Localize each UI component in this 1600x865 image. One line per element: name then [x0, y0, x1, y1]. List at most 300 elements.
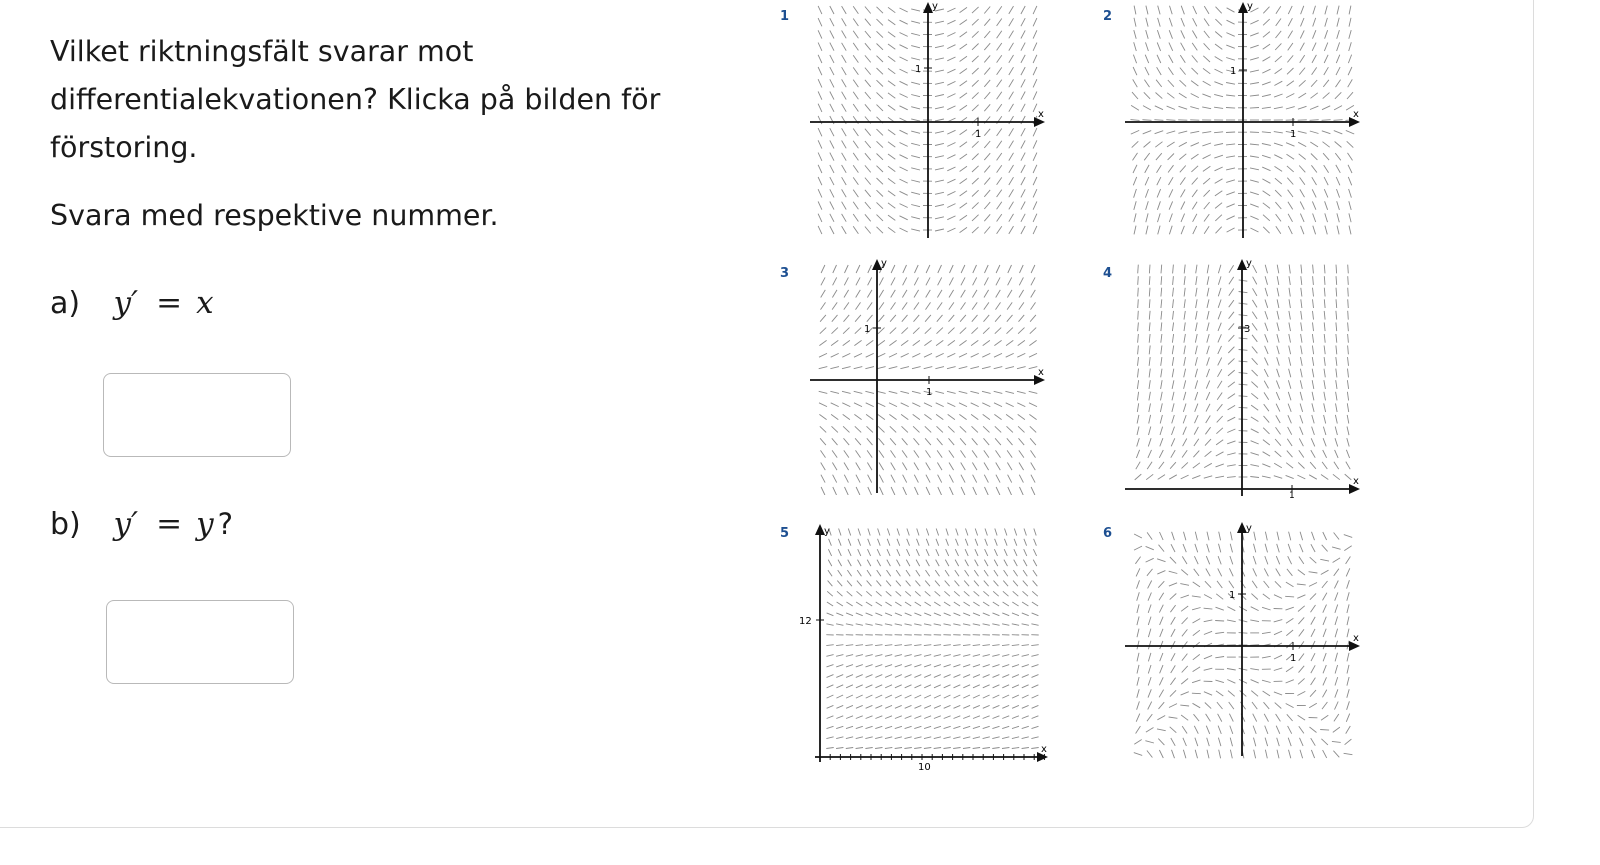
slope-mark: [1005, 367, 1014, 369]
slope-mark: [1286, 143, 1294, 147]
slope-mark: [842, 128, 847, 136]
slope-mark: [865, 748, 872, 749]
slope-mark: [1012, 737, 1019, 739]
slope-mark: [1002, 748, 1009, 749]
slope-mark: [1347, 403, 1348, 412]
slope-mark: [1218, 714, 1222, 722]
slope-mark: [970, 367, 979, 369]
figure-2-number: 2: [1103, 9, 1113, 24]
slope-mark: [830, 214, 834, 222]
slope-mark: [935, 21, 944, 23]
slope-mark: [914, 716, 921, 719]
slope-mark: [992, 645, 999, 646]
slope-mark: [947, 191, 955, 195]
slope-mark: [891, 290, 896, 298]
slope-mark: [865, 655, 872, 657]
instruction-text: Svara med respektive nummer.: [50, 199, 499, 232]
slope-mark: [1215, 680, 1224, 683]
slope-mark: [1239, 338, 1248, 339]
slope-mark: [984, 560, 988, 567]
slope-mark: [1193, 18, 1197, 26]
slope-mark: [1021, 128, 1025, 136]
slope-mark: [865, 68, 871, 75]
slope-mark: [1253, 277, 1257, 285]
slope-mark: [1136, 714, 1140, 722]
slope-mark: [1229, 714, 1233, 722]
slope-mark: [1133, 177, 1136, 185]
slope-mark: [1024, 529, 1026, 536]
slope-mark: [901, 353, 909, 357]
slope-mark: [828, 570, 832, 576]
slope-mark: [1288, 556, 1292, 564]
slope-mark: [1297, 595, 1305, 599]
slope-mark: [895, 645, 902, 646]
slope-mark: [915, 265, 919, 273]
slope-mark: [935, 591, 941, 596]
slope-mark: [1347, 617, 1349, 626]
slope-mark: [1033, 189, 1037, 197]
slope-mark: [868, 549, 871, 556]
slope-mark: [911, 168, 920, 170]
slope-mark: [1301, 334, 1302, 343]
slope-mark: [846, 624, 853, 626]
slope-mark: [1182, 556, 1187, 564]
slope-mark: [1029, 391, 1038, 393]
slope-mark: [1030, 315, 1036, 322]
slope-mark: [993, 602, 999, 606]
slope-mark: [865, 104, 871, 111]
slope-mark: [1286, 582, 1294, 587]
slope-mark: [865, 141, 871, 148]
figure-4[interactable]: [1120, 255, 1365, 500]
slope-mark: [1312, 380, 1314, 389]
slope-mark: [1265, 726, 1268, 734]
slope-mark: [1194, 569, 1199, 576]
slope-mark: [1183, 544, 1186, 552]
slope-mark: [1136, 450, 1139, 458]
slope-mark: [1021, 79, 1025, 87]
slope-mark: [1252, 323, 1257, 330]
slope-mark: [1002, 624, 1009, 626]
slope-mark: [818, 18, 822, 26]
slope-mark: [1312, 189, 1316, 197]
slope-mark: [1134, 30, 1136, 39]
slope-mark: [1196, 323, 1198, 332]
slope-mark: [1021, 214, 1025, 222]
slope-mark: [1149, 276, 1150, 285]
slope-mark: [1227, 20, 1235, 24]
slope-mark: [972, 19, 979, 25]
slope-mark: [924, 645, 931, 646]
slope-mark: [1323, 617, 1326, 625]
slope-mark: [1348, 288, 1349, 297]
part-a-lhs: y′: [113, 285, 139, 321]
slope-mark: [889, 340, 896, 345]
slope-mark: [1021, 226, 1025, 234]
slope-mark: [1227, 228, 1235, 232]
slope-mark: [1206, 569, 1210, 577]
slope-mark: [961, 487, 965, 495]
slope-mark: [1299, 438, 1303, 446]
slope-mark: [1172, 369, 1174, 378]
slope-mark: [1218, 738, 1221, 747]
slope-mark: [973, 726, 980, 728]
slope-mark: [887, 529, 889, 536]
slope-mark: [1012, 748, 1019, 749]
slope-mark: [853, 19, 858, 27]
slope-mark: [886, 591, 892, 596]
slope-mark: [888, 32, 895, 37]
slope-mark: [1323, 142, 1330, 148]
slope-mark: [877, 31, 884, 37]
slope-mark: [1134, 6, 1136, 15]
slope-mark: [1203, 166, 1211, 171]
slope-mark: [902, 302, 907, 309]
slope-mark: [1300, 750, 1303, 758]
slope-mark: [985, 539, 988, 546]
slope-mark: [1157, 201, 1160, 210]
slope-mark: [971, 353, 979, 357]
slope-mark: [1275, 703, 1282, 709]
slope-mark: [1149, 392, 1151, 401]
slope-mark: [1337, 42, 1340, 51]
slope-mark: [885, 602, 891, 606]
slope-mark: [1311, 617, 1315, 625]
slope-mark: [1169, 717, 1178, 718]
slope-mark: [866, 613, 873, 616]
slope-mark: [865, 737, 872, 739]
slope-mark: [960, 215, 967, 220]
slope-mark: [1250, 83, 1259, 85]
slope-mark: [984, 104, 990, 111]
slope-mark: [1146, 546, 1154, 549]
slope-mark: [1182, 654, 1188, 661]
slope-mark: [984, 214, 990, 221]
slope-mark: [924, 655, 931, 657]
slope-mark: [1287, 55, 1293, 62]
slope-mark: [914, 315, 920, 322]
slope-mark: [1298, 715, 1306, 720]
slope-mark: [914, 277, 918, 285]
slope-mark: [985, 487, 989, 495]
slope-mark: [848, 560, 852, 567]
slope-mark: [879, 438, 885, 445]
figure-5[interactable]: [795, 520, 1055, 775]
slope-mark: [1033, 165, 1037, 173]
slope-mark: [1161, 369, 1162, 378]
slope-mark: [1022, 726, 1029, 728]
slope-mark: [1310, 106, 1318, 109]
slope-mark: [1263, 428, 1269, 434]
slope-mark: [854, 391, 863, 393]
slope-mark: [895, 613, 902, 616]
slope-mark: [1168, 80, 1174, 87]
slope-mark: [856, 602, 862, 606]
slope-mark: [885, 665, 892, 667]
slope-mark: [1019, 277, 1023, 285]
slope-mark: [836, 613, 843, 616]
slope-mark: [1323, 593, 1327, 601]
slope-mark: [1014, 560, 1018, 567]
slope-mark: [1348, 55, 1351, 64]
slope-mark: [1262, 95, 1271, 97]
slope-mark: [887, 570, 891, 576]
figure-6[interactable]: [1120, 518, 1365, 763]
slope-mark: [954, 705, 961, 708]
slope-mark: [916, 570, 920, 576]
slope-mark: [1172, 380, 1174, 389]
slope-mark: [934, 665, 941, 667]
slope-mark: [1301, 276, 1302, 285]
slope-mark: [831, 403, 839, 407]
slope-mark: [924, 414, 931, 419]
slope-mark: [1134, 534, 1142, 538]
slope-mark: [818, 55, 822, 63]
slope-mark: [1334, 106, 1342, 110]
slope-mark: [865, 202, 871, 209]
slope-mark: [913, 340, 920, 345]
slope-mark: [1230, 532, 1232, 541]
slope-mark: [1219, 750, 1221, 759]
slope-mark: [1265, 300, 1268, 308]
slope-mark: [1216, 691, 1223, 696]
slope-mark: [1158, 739, 1164, 746]
slope-mark: [1033, 560, 1037, 567]
slope-mark: [926, 277, 930, 285]
slope-mark: [1265, 738, 1268, 747]
slope-mark: [865, 129, 871, 136]
slope-mark: [1159, 750, 1163, 758]
slope-mark: [1196, 299, 1198, 308]
slope-mark: [1214, 107, 1223, 108]
slope-mark: [915, 581, 920, 587]
slope-mark: [947, 45, 955, 49]
slope-mark: [879, 302, 884, 309]
slope-mark: [830, 79, 834, 87]
slope-mark: [1335, 665, 1338, 674]
slope-mark: [856, 302, 861, 309]
slope-mark: [1300, 544, 1303, 552]
slope-mark: [837, 591, 843, 596]
slope-mark: [1030, 438, 1036, 445]
slope-mark: [972, 7, 979, 13]
part-b-suffix: ?: [217, 507, 234, 541]
slope-mark: [1196, 265, 1197, 274]
slope-mark: [1313, 226, 1316, 235]
slope-mark: [960, 426, 966, 432]
slope-mark: [1312, 201, 1316, 209]
slope-mark: [818, 153, 822, 161]
part-b: [50, 504, 233, 545]
slope-mark: [1301, 288, 1302, 297]
slope-mark: [1219, 544, 1221, 553]
slope-mark: [1325, 18, 1328, 27]
slope-mark: [1160, 665, 1163, 673]
slope-mark: [866, 665, 873, 667]
slope-mark: [1004, 560, 1008, 567]
slope-mark: [900, 130, 908, 134]
slope-mark: [1335, 92, 1341, 99]
slope-mark: [971, 414, 978, 419]
slope-mark: [830, 189, 834, 197]
slope-mark: [1149, 346, 1150, 355]
slope-mark: [966, 529, 968, 536]
figure-1[interactable]: [805, 0, 1050, 240]
slope-mark: [1313, 30, 1316, 39]
slope-mark: [996, 265, 1000, 273]
slope-mark: [1300, 427, 1303, 435]
slope-mark: [911, 107, 920, 109]
slope-mark: [876, 591, 882, 596]
slope-mark: [853, 141, 858, 149]
slope-mark: [1023, 570, 1027, 576]
slope-mark: [1204, 620, 1213, 622]
slope-mark: [1228, 382, 1235, 387]
slope-mark: [830, 367, 839, 369]
slope-mark: [1159, 450, 1163, 458]
slope-mark: [1286, 667, 1293, 672]
slope-mark: [1250, 465, 1259, 467]
slope-mark: [1301, 357, 1303, 366]
slope-mark: [875, 675, 882, 678]
slope-mark: [865, 55, 871, 62]
slope-mark: [1194, 427, 1198, 435]
slope-mark: [1323, 629, 1326, 637]
slope-mark: [1133, 67, 1137, 75]
slope-mark: [953, 726, 960, 728]
slope-mark: [1170, 605, 1175, 612]
slope-mark: [947, 216, 955, 220]
slope-mark: [842, 67, 847, 75]
slope-mark: [1157, 571, 1165, 575]
slope-mark: [1262, 167, 1270, 171]
slope-mark: [994, 340, 1001, 345]
slope-mark: [878, 539, 881, 546]
slope-mark: [1252, 300, 1257, 308]
slope-mark: [890, 315, 896, 322]
slope-mark: [1288, 190, 1293, 197]
slope-mark: [1137, 438, 1140, 446]
slope-mark: [853, 165, 858, 172]
slope-mark: [1262, 69, 1270, 73]
slope-mark: [1017, 367, 1026, 369]
slope-mark: [842, 202, 847, 210]
slope-mark: [1288, 380, 1291, 389]
slope-mark: [1324, 189, 1328, 197]
slope-mark: [1018, 340, 1025, 345]
slope-mark: [961, 265, 965, 273]
slope-mark: [1019, 438, 1025, 445]
slope-mark: [836, 685, 843, 688]
answer-input-b[interactable]: [106, 600, 294, 684]
slope-mark: [1324, 369, 1325, 378]
slope-mark: [846, 675, 853, 678]
slope-mark: [994, 570, 998, 576]
slope-mark: [1022, 685, 1029, 688]
slope-mark: [984, 190, 990, 197]
slope-mark: [993, 716, 1000, 719]
slope-mark: [944, 602, 950, 606]
slope-mark: [1275, 56, 1282, 62]
slope-mark: [926, 529, 928, 536]
slope-mark: [937, 426, 943, 432]
slope-mark: [947, 391, 956, 393]
slope-mark: [1032, 695, 1039, 698]
slope-mark: [1033, 67, 1037, 75]
slope-mark: [1274, 94, 1283, 97]
slope-mark: [1137, 665, 1139, 674]
slope-mark: [963, 665, 970, 667]
slope-mark: [983, 737, 990, 739]
slope-mark: [1204, 43, 1210, 50]
slope-mark: [947, 228, 955, 232]
slope-mark: [1031, 655, 1038, 657]
slope-mark: [1299, 68, 1305, 75]
slope-mark: [1132, 92, 1138, 99]
slope-mark: [845, 265, 849, 273]
slope-mark: [830, 165, 834, 173]
slope-mark: [1323, 153, 1329, 160]
answer-input-a[interactable]: [103, 373, 291, 457]
slope-mark: [1006, 340, 1013, 345]
slope-mark: [902, 290, 907, 298]
slope-mark: [947, 8, 955, 12]
slope-mark: [1298, 606, 1305, 612]
slope-mark: [1166, 120, 1175, 121]
slope-mark: [1264, 581, 1270, 588]
y-axis-label: y: [1246, 258, 1252, 269]
slope-mark: [960, 44, 967, 49]
slope-mark: [878, 414, 885, 419]
figure-2[interactable]: [1120, 0, 1365, 240]
slope-mark: [1033, 153, 1037, 161]
slope-mark: [1161, 322, 1162, 331]
slope-mark: [1310, 142, 1318, 147]
slope-mark: [1218, 265, 1221, 273]
slope-mark: [1252, 335, 1257, 342]
figure-3[interactable]: [805, 255, 1050, 495]
slope-mark: [938, 265, 942, 273]
slope-mark: [1207, 738, 1210, 746]
slope-mark: [1169, 571, 1178, 573]
slope-mark: [1143, 131, 1152, 134]
slope-mark: [1033, 177, 1037, 185]
slope-mark: [818, 177, 822, 185]
slope-mark: [911, 9, 920, 11]
slope-mark: [843, 328, 849, 334]
slope-mark: [971, 340, 978, 345]
slope-mark: [1023, 591, 1029, 596]
slope-mark: [905, 685, 912, 688]
slope-mark: [885, 655, 892, 657]
slope-mark: [924, 685, 931, 688]
slope-mark: [1229, 265, 1234, 272]
slope-mark: [819, 353, 827, 357]
slope-mark: [936, 529, 938, 536]
slope-mark: [915, 695, 922, 698]
slope-mark: [1324, 357, 1325, 366]
slope-mark: [1149, 415, 1151, 424]
slope-mark: [1002, 675, 1009, 678]
slope-mark: [1300, 369, 1302, 378]
slope-mark: [1149, 311, 1150, 320]
slope-mark: [891, 463, 896, 471]
slope-mark: [947, 81, 955, 85]
slope-mark: [1323, 665, 1326, 673]
slope-mark: [1309, 583, 1317, 587]
slope-mark: [1181, 606, 1188, 611]
slope-mark: [937, 438, 943, 445]
